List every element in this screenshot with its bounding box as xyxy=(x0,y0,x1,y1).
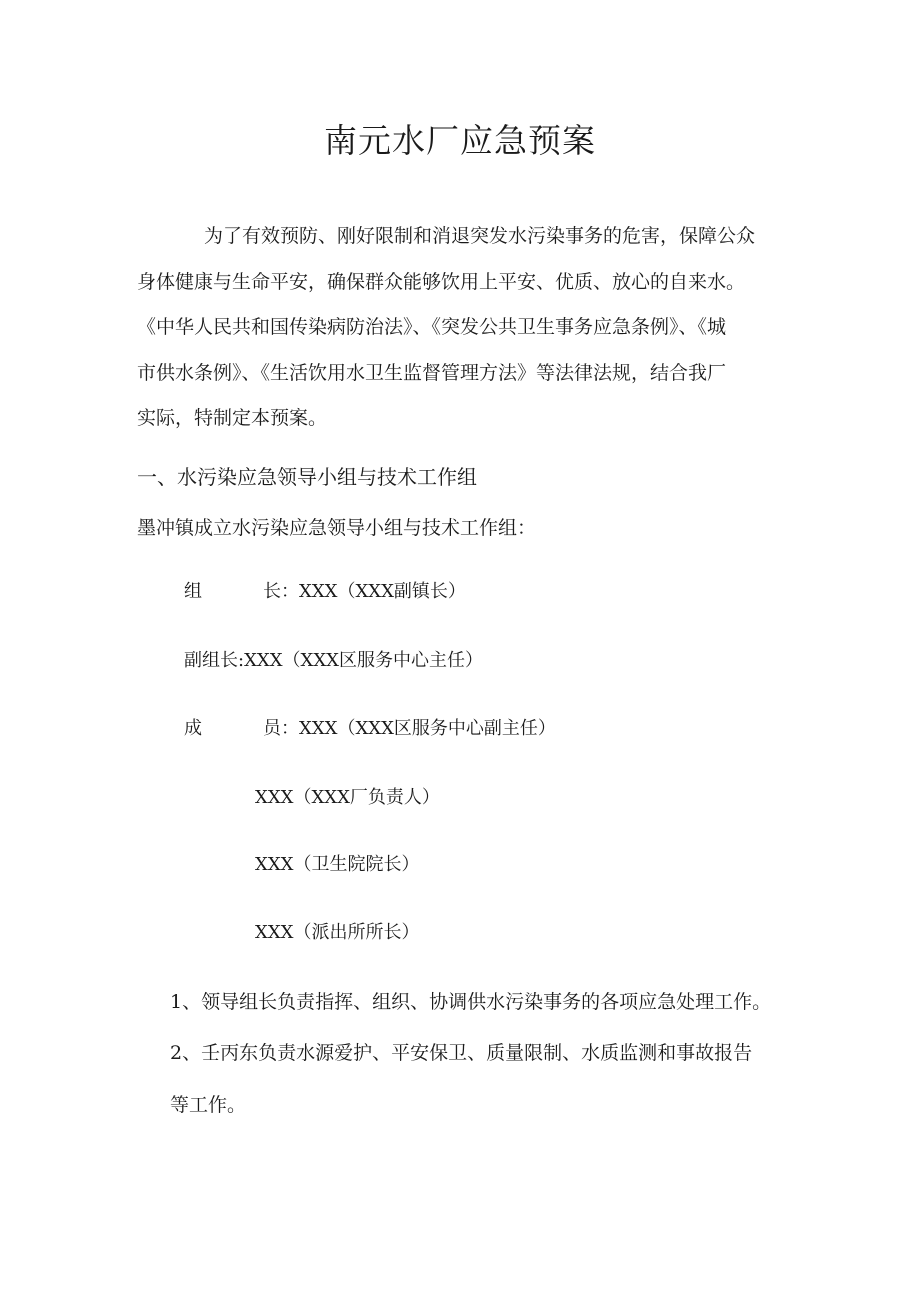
duty-item: 2、壬丙东负责水源爱护、平安保卫、质量限制、水质监测和事故报告 xyxy=(170,1042,753,1064)
intro-line: 市供水条例》、《生活饮用水卫生监督管理方法》等法律法规，结合我厂 xyxy=(137,361,727,384)
intro-line: 身体健康与生命平安，确保群众能够饮用上平安、优质、放心的自来水。 xyxy=(137,270,746,293)
leader-label-char: 组 xyxy=(184,581,202,602)
intro-paragraph xyxy=(137,214,787,442)
intro-line: 实际，特制定本预案。 xyxy=(137,407,328,429)
members-row xyxy=(184,714,556,744)
member-item: XXX（派出所所长） xyxy=(255,922,420,943)
member-item: XXX（XXX厂负责人） xyxy=(255,787,440,808)
members-label xyxy=(184,714,281,744)
members-label-char: 成 xyxy=(184,718,202,739)
deputy-row: 副组长:XXX（XXX区服务中心主任） xyxy=(184,650,483,671)
duty-item: 等工作。 xyxy=(170,1094,247,1116)
members-value: ：XXX（XXX区服务中心副主任） xyxy=(281,718,556,739)
intro-line: 为了有效预防、刚好限制和消退突发水污染事务的危害，保障公众 xyxy=(204,225,756,247)
section-heading: 一、水污染应急领导小组与技术工作组 xyxy=(137,465,477,489)
leader-value: ：XXX（XXX副镇长） xyxy=(281,581,466,602)
leader-label-char: 长 xyxy=(263,581,281,602)
leader-label xyxy=(184,577,281,607)
setup-text: 墨冲镇成立水污染应急领导小组与技术工作组： xyxy=(137,517,537,539)
leader-row xyxy=(184,577,466,607)
member-item: XXX（卫生院院长） xyxy=(255,854,420,875)
document-title: 南元水厂应急预案 xyxy=(324,121,596,160)
members-label-char: 员 xyxy=(263,718,281,739)
duty-item: 1、领导组长负责指挥、组织、协调供水污染事务的各项应急处理工作。 xyxy=(170,991,772,1013)
intro-line: 《中华人民共和国传染病防治法》、《突发公共卫生事务应急条例》、《城 xyxy=(137,316,727,338)
